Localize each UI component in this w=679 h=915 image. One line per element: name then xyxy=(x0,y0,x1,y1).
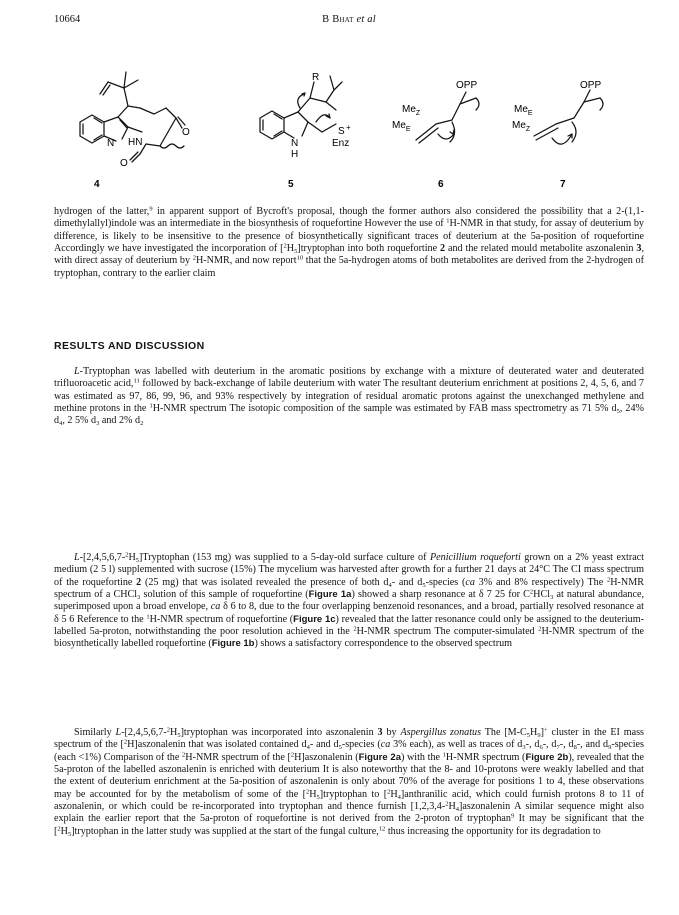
structure-label-6: 6 xyxy=(438,179,444,190)
running-head-initial: B xyxy=(322,14,330,25)
structure-7-bonds xyxy=(534,90,603,144)
struct5-atom-plus: + xyxy=(346,123,351,132)
section-heading: RESULTS AND DISCUSSION xyxy=(54,340,205,352)
paragraph-3: $L-[2,4,5,6,7-^2H_5]Tryptophan$ (153 mg) was supplied to a 5-day-old surface culture of Penicillium roqueforti grown on a 2% yeast extract medium (2 5 l) supplemented with sucrose (15%) The mycelium was harvested after growth for a further 21 days at 24°C The CI mass spectrum of the roquefortine 2 (25 mg) that was isolated revealed the presence of both $d_4-$ and $d_5$-species (ca 3% and 8% respectively) The $^2$H-NMR spectrum of a CHCl$_3$ solution of this sample of roquefortine (Figure 1a) showed a sharp resonance at δ 7 25 for $C^2HCl_3$ at natural abundance, superimposed upon a broad envelope, ca δ 6 to 8, due to the four overlapping benzenoid resonances, and a broad, partially resolved resonance at δ 5 6 Reference to the $^1$H-NMR spectrum of roquefortine (Figure 1c) revealed that the latter resonance could only be assigned to the deuterium-labelled 5a-proton, notwithstanding the poor resolution achieved in the $^2$H-NMR spectrum The computer-simulated $^2$H-NMR spectrum of the biosynthetically labelled roquefortine (Figure 1b) shows a satisfactory correspondence to the observed spectrum xyxy=(54,551,645,650)
struct4-atom-o2: O xyxy=(120,158,128,169)
struct6-atom-mee: $Me_E$ xyxy=(392,120,411,133)
figure-ref-1b: Figure 1b xyxy=(211,638,255,650)
running-head xyxy=(54,14,644,25)
paragraph-4: Similarly $L-[2,4,5,6,7-^2H_5]tryptophan$ was incorporated into aszonalenin 3 by Aspergillus zonatus The $[M-C_5H_9]^+$ cluster in the EI mass spectrum of the [$^2$H]aszonalenin that was isolated contained $d_4-$ and $d_5$-species (ca 3% each), as well as traces of $d_3-$, $d_6-$, $d_7-$, $d_8-$, and $d_9$-species (each <1%) Comparison of the $^2$H-NMR spectrum of the [$^2$H]aszonalenin (Figure 2a) with the $^1$H-NMR spectrum (Figure 2b), revealed that the 5a-proton of the labelled aszonalenin is enriched with deuterium It is also noteworthy that the 8- and 10-protons were weakly labelled and that the extent of deuterium enrichment at the 5a-position of aszonalenin is only about 70% of the average for positions 1 to 4, these observations may be accounted for by the metabolism of some of the $[^2H_5]tryptophan$ to $[^2H_4]anthranilic$ acid, which could furnish protons 8 to 11 of aszonalenin, or which could be re-incorporated into tryptophan and thence furnish $[1,2,3,4-^2H_4]aszonalenin$ A similar sequence might also explain the earlier report that the 5a-proton of roquefortine is not derived from the 2-proton of tryptophan$^9$ It may be significant that the $[^2H_5]tryptophan$ in the latter study was supplied at the start of the fungal culture,$^{12}$ thus increasing the opportunity for its degradation to xyxy=(54,726,644,838)
structure-label-4: 4 xyxy=(94,179,100,190)
struct4-atom-hn: HN xyxy=(128,137,143,148)
struct7-atom-mee: $Me_E$ xyxy=(514,104,533,117)
structure-4-bonds xyxy=(80,72,185,162)
figure-ref-1a: Figure 1a xyxy=(308,589,352,601)
struct4-atom-n: N xyxy=(107,138,115,149)
paragraph-2: L-Tryptophan was labelled with deuterium in the aromatic positions by exchange with a mixture of deuterated water and deuterated trifluoroacetic acid,$^{11}$ followed by back-exchange of labile deuterium with water The resultant deuterium enrichment at positions 2, 4, 5, 6, and 7 was estimated as 97, 86, 99, 96, and 93% respectively by integration of residual aromatic protons against the unexchanged methylene and methine protons in the $^1$H-NMR spectrum The isotopic composition of the sample was estimated by FAB mass spectrometry as 71 5% $d_5$, 24% $d_4$, 2 5% $d_3$ and 2% $d_2$ xyxy=(54,366,644,428)
figure-ref-2a: Figure 2a xyxy=(358,751,401,763)
figure-ref-1c: Figure 1c xyxy=(293,613,336,625)
paragraph-1: hydrogen of the latter,$^9$ in apparent support of Bycroft's proposal, though the former authors also considered the possibility that a 2-(1,1-dimethylallyl)indole was an intermediate in the biosynthesis of roquefortine However the use of $^1$H-NMR in that study, for assay of deuterium by difference, is likely to be insensitive to the presence of biosynthetically significant traces of deuterium at the 5a-position of roquefortine Accordingly we have investigated the incorporation of $[^2H_5]tryptophan$ into both roquefortine 2 and the related mould metabolite aszonalenin 3, with direct assay of deuterium by $^2$H-NMR, and now report$^{10}$ that the 5a-hydrogen atoms of both metabolites are derived from the 2-hydrogen of tryptophan, contrary to the earlier claim xyxy=(54,205,644,279)
running-head-author: Bhat xyxy=(332,14,354,25)
running-head-etal: et al xyxy=(356,14,376,25)
struct5-atom-r: R xyxy=(312,72,320,83)
struct6-atom-opp: OPP xyxy=(456,80,478,91)
structure-6-bonds xyxy=(416,92,479,143)
figure-ref-2b: Figure 2b xyxy=(525,751,569,763)
struct4-atom-o1: O xyxy=(182,127,190,138)
page-number: 10664 xyxy=(54,14,81,25)
page-header xyxy=(54,14,644,30)
structure-label-5: 5 xyxy=(288,179,294,190)
structure-figure xyxy=(64,62,644,202)
structure-label-7: 7 xyxy=(560,179,566,190)
struct6-atom-mez: $Me_Z$ xyxy=(402,104,421,117)
structure-5-bonds xyxy=(260,76,342,139)
structure-drawings xyxy=(64,62,644,202)
struct5-atom-n: N xyxy=(291,138,299,149)
struct7-atom-opp: OPP xyxy=(580,80,602,91)
struct5-atom-enz: Enz xyxy=(332,138,350,149)
struct5-atom-s: S xyxy=(338,126,345,137)
struct5-atom-h: H xyxy=(291,149,299,160)
struct7-atom-mez: $Me_Z$ xyxy=(512,120,531,133)
